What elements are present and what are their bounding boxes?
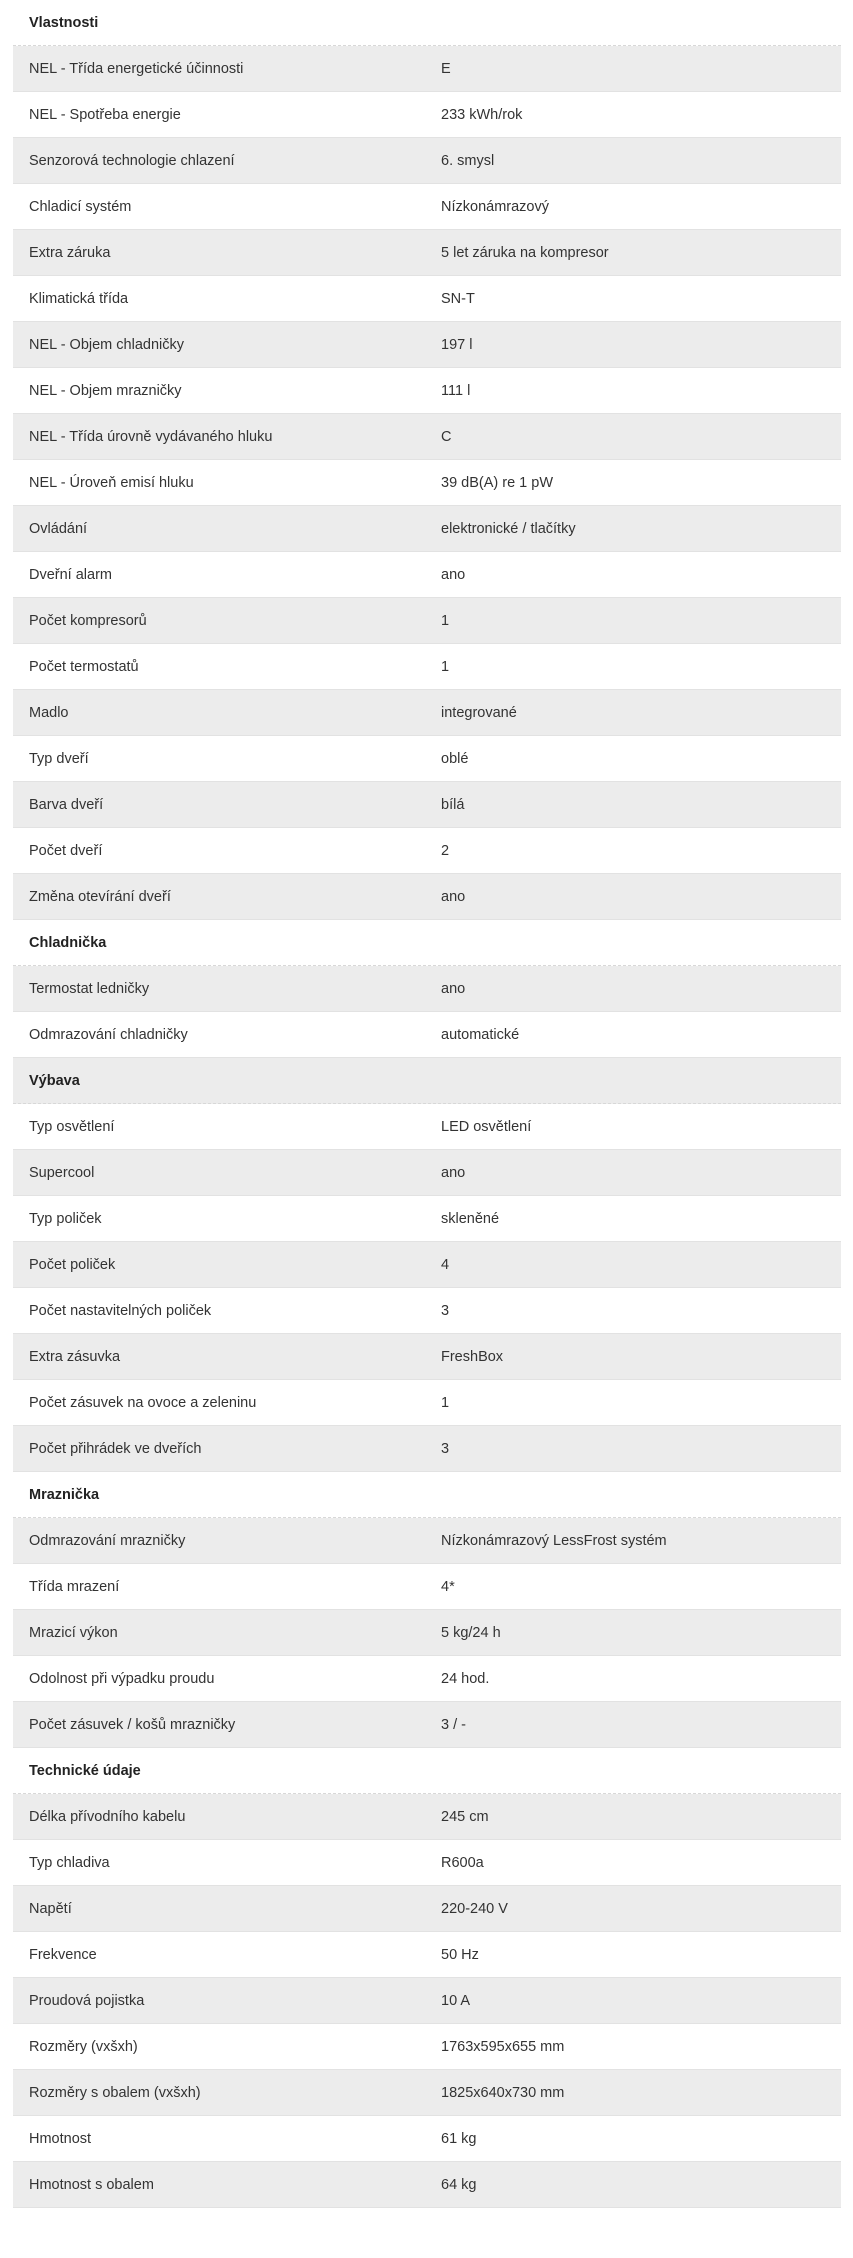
spec-value: FreshBox: [441, 1348, 504, 1365]
spec-value: 220-240 V: [441, 1900, 508, 1917]
spec-row: [13, 368, 841, 414]
spec-value: 4: [441, 1256, 450, 1273]
spec-label: Extra zásuvka: [29, 1348, 121, 1365]
spec-row: [13, 1518, 841, 1564]
section-header: [13, 1058, 841, 1104]
section-title: Výbava: [29, 1072, 80, 1089]
spec-value: 233 kWh/rok: [441, 106, 523, 123]
spec-label: Počet přihrádek ve dveřích: [29, 1440, 202, 1457]
spec-row: [13, 1334, 841, 1380]
spec-label: Rozměry s obalem (vxšxh): [29, 2084, 201, 2101]
section-header: [13, 0, 841, 46]
spec-label: Délka přívodního kabelu: [29, 1808, 186, 1825]
spec-row: [13, 1840, 841, 1886]
section-header: [13, 1472, 841, 1518]
spec-value: LED osvětlení: [441, 1118, 532, 1135]
spec-label: Ovládání: [29, 520, 88, 537]
spec-label: Odmrazování chladničky: [29, 1026, 188, 1043]
spec-value: 3: [441, 1440, 450, 1457]
spec-row: [13, 2116, 841, 2162]
spec-row: [13, 92, 841, 138]
spec-value: 2: [441, 842, 450, 859]
spec-row: [13, 230, 841, 276]
spec-value: integrované: [441, 704, 517, 721]
spec-row: [13, 828, 841, 874]
spec-row: [13, 1104, 841, 1150]
spec-label: Změna otevírání dveří: [29, 888, 171, 905]
spec-value: 3 / -: [441, 1716, 466, 1733]
spec-row: [13, 1426, 841, 1472]
spec-value: 5 let záruka na kompresor: [441, 244, 609, 261]
spec-label: Počet kompresorů: [29, 612, 147, 629]
spec-value: C: [441, 428, 452, 445]
spec-label: Typ dveří: [29, 750, 89, 767]
spec-row: [13, 1242, 841, 1288]
spec-value: bílá: [441, 796, 465, 813]
spec-label: Počet termostatů: [29, 658, 139, 675]
spec-label: Hmotnost s obalem: [29, 2176, 154, 2193]
spec-value: E: [441, 60, 451, 77]
spec-row: [13, 184, 841, 230]
spec-label: Frekvence: [29, 1946, 97, 1963]
spec-label: NEL - Objem mrazničky: [29, 382, 182, 399]
spec-label: Odolnost při výpadku proudu: [29, 1670, 215, 1687]
spec-label: Dveřní alarm: [29, 566, 112, 583]
spec-row: [13, 690, 841, 736]
spec-value: 1: [441, 1394, 450, 1411]
spec-label: Počet zásuvek na ovoce a zeleninu: [29, 1394, 257, 1411]
spec-value: elektronické / tlačítky: [441, 520, 576, 537]
spec-label: Madlo: [29, 704, 69, 721]
spec-row: [13, 874, 841, 920]
spec-row: [13, 1932, 841, 1978]
spec-row: [13, 1886, 841, 1932]
spec-row: [13, 276, 841, 322]
spec-label: Hmotnost: [29, 2130, 92, 2147]
spec-value: 1825x640x730 mm: [441, 2084, 565, 2101]
section-title: Technické údaje: [29, 1762, 141, 1779]
spec-row: [13, 552, 841, 598]
spec-row: [13, 506, 841, 552]
spec-row: [13, 2070, 841, 2116]
spec-row: [13, 1380, 841, 1426]
spec-row: [13, 414, 841, 460]
spec-value: 10 A: [441, 1992, 471, 2009]
spec-label: Supercool: [29, 1164, 95, 1181]
spec-value: SN-T: [441, 290, 475, 307]
spec-label: NEL - Objem chladničky: [29, 336, 184, 353]
spec-value: 24 hod.: [441, 1670, 490, 1687]
spec-label: Typ poliček: [29, 1210, 102, 1227]
spec-row: [13, 2024, 841, 2070]
spec-row: [13, 1702, 841, 1748]
spec-value: 39 dB(A) re 1 pW: [441, 474, 554, 491]
spec-value: skleněné: [441, 1210, 500, 1227]
spec-label: Klimatická třída: [29, 290, 129, 307]
section-header: [13, 1748, 841, 1794]
spec-row: [13, 598, 841, 644]
spec-value: 1763x595x655 mm: [441, 2038, 565, 2055]
spec-label: Typ osvětlení: [29, 1118, 115, 1135]
spec-label: Rozměry (vxšxh): [29, 2038, 138, 2055]
spec-label: Počet dveří: [29, 842, 103, 859]
spec-table: [13, 0, 841, 2208]
spec-row: [13, 1288, 841, 1334]
spec-value: 1: [441, 612, 450, 629]
spec-label: Barva dveří: [29, 796, 104, 813]
spec-row: [13, 1196, 841, 1242]
spec-row: [13, 2162, 841, 2208]
section-header: [13, 920, 841, 966]
spec-row: [13, 1656, 841, 1702]
spec-row: [13, 46, 841, 92]
section-title: Vlastnosti: [29, 14, 99, 31]
spec-value: automatické: [441, 1026, 520, 1043]
spec-row: [13, 1150, 841, 1196]
spec-value: R600a: [441, 1854, 484, 1871]
spec-label: Extra záruka: [29, 244, 111, 261]
spec-label: NEL - Třída energetické účinnosti: [29, 60, 244, 77]
spec-label: Třída mrazení: [29, 1578, 120, 1595]
spec-label: NEL - Třída úrovně vydávaného hluku: [29, 428, 273, 445]
spec-value: oblé: [441, 750, 469, 767]
spec-value: 111 l: [441, 382, 471, 399]
spec-value: 245 cm: [441, 1808, 489, 1825]
spec-row: [13, 1978, 841, 2024]
spec-label: Počet nastavitelných poliček: [29, 1302, 212, 1319]
spec-label: Chladicí systém: [29, 198, 132, 215]
spec-label: Mrazicí výkon: [29, 1624, 118, 1641]
spec-label: NEL - Spotřeba energie: [29, 106, 181, 123]
spec-label: Termostat ledničky: [29, 980, 150, 997]
spec-value: 5 kg/24 h: [441, 1624, 501, 1641]
spec-value: ano: [441, 980, 466, 997]
spec-row: [13, 782, 841, 828]
spec-value: 197 l: [441, 336, 473, 353]
spec-row: [13, 322, 841, 368]
spec-value: 50 Hz: [441, 1946, 479, 1963]
spec-value: 64 kg: [441, 2176, 477, 2193]
spec-row: [13, 1012, 841, 1058]
spec-row: [13, 1794, 841, 1840]
spec-row: [13, 1610, 841, 1656]
spec-value: ano: [441, 566, 466, 583]
spec-value: 61 kg: [441, 2130, 477, 2147]
spec-label: NEL - Úroveň emisí hluku: [29, 474, 194, 491]
spec-value: ano: [441, 888, 466, 905]
spec-value: 3: [441, 1302, 450, 1319]
spec-row: [13, 1564, 841, 1610]
spec-value: Nízkonámrazový LessFrost systém: [441, 1532, 667, 1549]
spec-value: 1: [441, 658, 450, 675]
spec-label: Napětí: [29, 1900, 72, 1917]
section-title: Mraznička: [29, 1486, 100, 1503]
spec-label: Počet zásuvek / košů mrazničky: [29, 1716, 236, 1733]
spec-value: 4*: [441, 1578, 455, 1595]
spec-label: Odmrazování mrazničky: [29, 1532, 186, 1549]
spec-value: 6. smysl: [441, 152, 495, 169]
spec-label: Senzorová technologie chlazení: [29, 152, 235, 169]
spec-row: [13, 644, 841, 690]
spec-label: Počet poliček: [29, 1256, 116, 1273]
spec-label: Proudová pojistka: [29, 1992, 145, 2009]
spec-row: [13, 460, 841, 506]
spec-value: Nízkonámrazový: [441, 198, 549, 215]
spec-row: [13, 966, 841, 1012]
spec-row: [13, 138, 841, 184]
spec-label: Typ chladiva: [29, 1854, 110, 1871]
section-title: Chladnička: [29, 934, 107, 951]
spec-row: [13, 736, 841, 782]
spec-value: ano: [441, 1164, 466, 1181]
